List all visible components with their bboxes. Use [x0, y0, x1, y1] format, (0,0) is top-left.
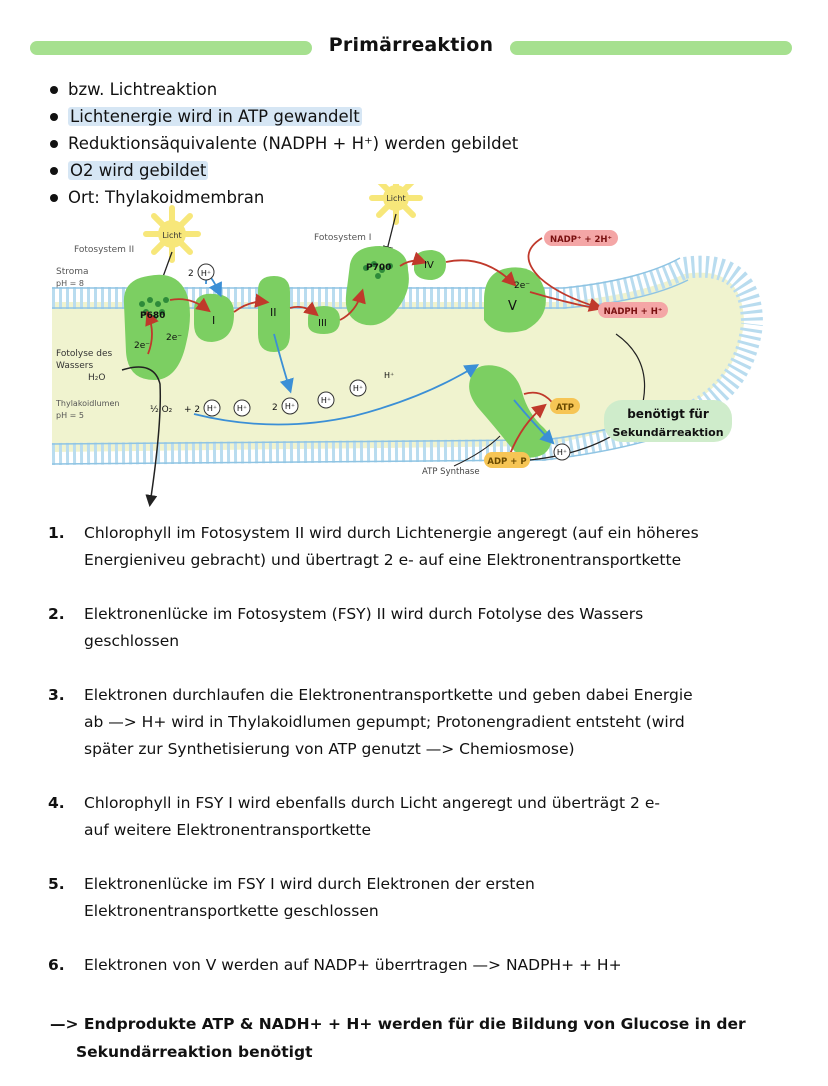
svg-text:II: II	[270, 306, 277, 319]
svg-text:III: III	[318, 318, 327, 329]
svg-text:ATP Synthase: ATP Synthase	[422, 467, 480, 477]
svg-text:Fotosystem II: Fotosystem II	[74, 245, 135, 255]
svg-text:pH = 8: pH = 8	[56, 279, 84, 288]
svg-text:V: V	[508, 299, 517, 314]
svg-text:H⁺: H⁺	[236, 404, 248, 413]
list-item: O2 wird gebildet	[50, 157, 518, 184]
list-item: Ort: Thylakoidmembran	[50, 184, 518, 211]
svg-text:H₂O: H₂O	[88, 373, 106, 383]
svg-text:Licht: Licht	[162, 231, 182, 240]
svg-text:NADPH + H⁺: NADPH + H⁺	[603, 307, 663, 317]
list-item: 5. Elektronenlücke im FSY I wird durch Elektronen der ersten Elektronentransportkette geschlossen	[48, 875, 535, 920]
list-item: 6. Elektronen von V werden auf NADP+ überrtragen —> NADPH+ + H+	[48, 956, 622, 974]
list-item: bzw. Lichtreaktion	[50, 76, 518, 103]
svg-text:2e⁻: 2e⁻	[166, 333, 183, 343]
svg-text:IV: IV	[424, 260, 434, 271]
svg-text:H⁺: H⁺	[320, 396, 332, 405]
svg-text:Sekundärreaktion: Sekundärreaktion	[612, 426, 724, 439]
svg-text:2: 2	[272, 403, 278, 413]
svg-text:I: I	[212, 314, 216, 327]
svg-text:ATP: ATP	[556, 403, 574, 413]
svg-text:pH = 5: pH = 5	[56, 411, 84, 420]
svg-text:H⁺: H⁺	[384, 371, 395, 380]
thylakoid-diagram	[44, 184, 784, 514]
svg-text:H⁺: H⁺	[284, 402, 296, 411]
conclusion: —> Endprodukte ATP & NADH+ + H+ werden für die Bildung von Glucose in der Sekundärreaktion benötigt	[50, 1015, 746, 1061]
page-title: Primärreaktion	[30, 34, 792, 56]
svg-text:H⁺: H⁺	[206, 404, 218, 413]
svg-text:NADP⁺ + 2H⁺: NADP⁺ + 2H⁺	[549, 235, 613, 245]
title-row	[30, 34, 792, 64]
list-item: 4. Chlorophyll in FSY I wird ebenfalls durch Licht angeregt und überträgt 2 e- auf weitere Elektronentransportkette	[48, 794, 660, 839]
list-item: 1. Chlorophyll im Fotosystem II wird durch Lichtenergie angeregt (auf ein höheres Energieniveu gebracht) und übertragt 2 e- auf eine Elektronentransportkette	[48, 524, 699, 569]
svg-text:benötigt für: benötigt für	[627, 407, 709, 421]
svg-text:½ O₂: ½ O₂	[150, 405, 173, 415]
list-item: Lichtenergie wird in ATP gewandelt	[50, 103, 518, 130]
svg-text:2e⁻: 2e⁻	[514, 281, 531, 291]
svg-text:P680: P680	[140, 311, 166, 321]
steps-list	[48, 520, 788, 979]
svg-text:H⁺: H⁺	[556, 448, 568, 457]
list-item: Reduktionsäquivalente (NADPH + H⁺) werden gebildet	[50, 130, 518, 157]
svg-text:H⁺: H⁺	[352, 384, 364, 393]
list-item: 2. Elektronenlücke im Fotosystem (FSY) II wird durch Fotolyse des Wassers geschlossen	[48, 605, 644, 650]
svg-text:Thylakoidlumen: Thylakoidlumen	[56, 399, 120, 408]
svg-text:P700: P700	[366, 263, 392, 273]
list-item: 3. Elektronen durchlaufen die Elektronentransportkette und geben dabei Energie ab —> H+ wird in Thylakoidlumen gepumpt; Protonengradient entsteht (wird später zur Synthetisierung von ATP genutzt —> Chemiosmose)	[48, 686, 693, 758]
svg-text:2: 2	[188, 269, 194, 279]
svg-text:H⁺: H⁺	[200, 269, 212, 278]
svg-text:Wassers: Wassers	[56, 361, 94, 371]
svg-text:Stroma: Stroma	[56, 267, 89, 277]
svg-text:Licht: Licht	[386, 194, 406, 203]
svg-text:+ 2: + 2	[184, 405, 201, 415]
svg-text:Fotolyse des: Fotolyse des	[56, 349, 113, 359]
svg-text:Fotosystem I: Fotosystem I	[314, 233, 372, 243]
svg-text:2e⁻: 2e⁻	[134, 341, 151, 351]
svg-text:ADP + P: ADP + P	[487, 457, 527, 467]
